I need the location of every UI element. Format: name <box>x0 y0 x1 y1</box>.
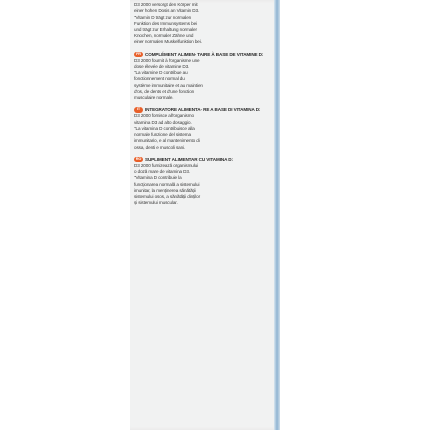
section-heading-text: COMPLÉMENT ALIMEN- TAIRE À BASE DE VITAMINE D: <box>145 51 264 57</box>
section-line: einer hohen Dosis an Vitamin D3. <box>134 8 200 14</box>
section-line: und trägt zur Erhaltung normaler <box>134 27 197 33</box>
section-ro <box>134 157 272 207</box>
section-line: dose élevée de vitamine D3. <box>134 64 190 70</box>
section-line: "La vitamine D contribue au <box>134 70 188 76</box>
section-de <box>134 0 272 46</box>
section-line: "Vitamina D contribuie la <box>134 175 182 181</box>
section-line: D3 2000 furnizează organismului <box>134 162 199 168</box>
section-line: Knochen, normaler Zähne und <box>134 33 194 39</box>
section-line: musculaire normale. <box>134 95 174 101</box>
section-line: D3 2000 fornisce all'organismo <box>134 113 194 119</box>
section-line: "La vitamina D contribuisce alla <box>134 125 195 131</box>
language-badge-it: IT <box>134 107 143 113</box>
section-line: système immunitaire et au maintien <box>134 82 203 88</box>
section-line: Funktion des Immunsystems bei <box>134 20 197 26</box>
section-line: o doză mare de vitamina D3. <box>134 169 191 175</box>
section-line: și sistemului muscular. <box>134 200 178 206</box>
section-it <box>134 107 272 150</box>
section-line: funcționarea normală a sistemului <box>134 181 200 187</box>
section-line: sistemului osos, a sănătății dinților <box>134 193 201 199</box>
section-heading-text: SUPLIMENT ALIMENTAR CU VITAMINA D: <box>145 156 233 162</box>
section-line: "Vitamin D trägt zur normalen <box>134 14 192 20</box>
language-badge-fr: FR <box>134 52 143 58</box>
section-line: einer normalen Muskelfunktion bei. <box>134 39 202 45</box>
section-line: immunitario, e al mantenimento di <box>134 138 200 144</box>
section-line: D3 2000 fournit à l'organisme une <box>134 57 200 63</box>
section-line: ossa, denti e muscoli sani. <box>134 144 186 150</box>
section-heading <box>134 52 272 58</box>
section-fr <box>134 52 272 102</box>
section-line: fonctionnement normal du <box>134 76 185 82</box>
section-line: vitamina D3 ad alto dosaggio. <box>134 119 192 125</box>
language-badge-ro: RO <box>135 156 142 161</box>
section-line: normale funzione del sistema <box>134 132 191 138</box>
section-line: d'os, de dents et d'une fonction <box>134 88 195 94</box>
section-line: imunitar, la menținerea sănătății <box>134 187 196 193</box>
label-text-column <box>134 0 272 206</box>
section-line: D3 2000 versorgt den Körper mit <box>134 2 198 8</box>
section-heading-text: INTEGRATORE ALIMENTA- RE A BASE DI VITAMINA D: <box>145 107 261 113</box>
box-edge-stripe <box>274 0 280 430</box>
